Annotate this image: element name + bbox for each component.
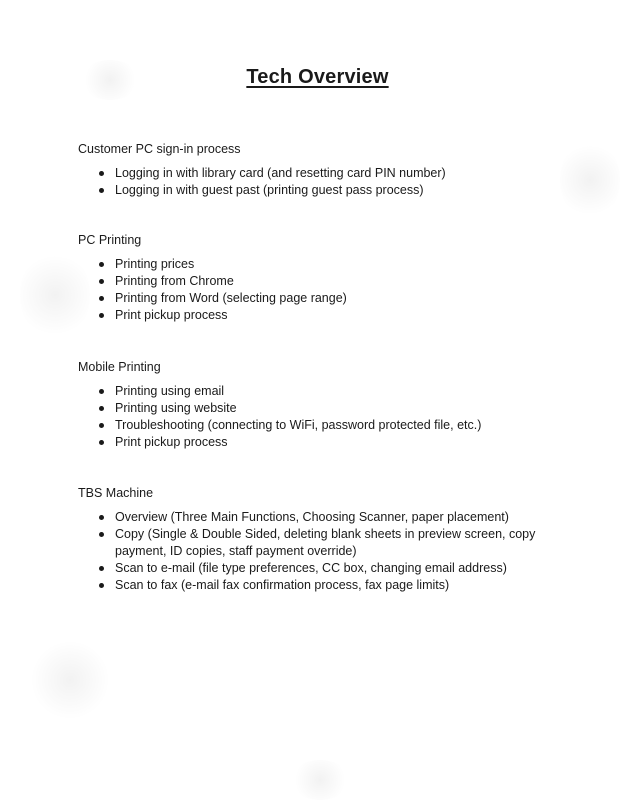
list-item-text: Printing prices [115,257,195,271]
list-item [78,182,598,199]
section-pc-printing [78,232,598,324]
list-item-text: Printing from Chrome [115,274,234,288]
list-item [78,577,598,594]
section-heading: Mobile Printing [78,360,161,374]
bullet-list [78,509,598,594]
list-item-text: Scan to fax (e-mail fax confirmation process, fax page limits) [115,578,450,592]
list-item [78,290,598,307]
list-item-text: Printing using website [115,401,237,415]
list-item-text: Printing from Word (selecting page range) [115,291,347,305]
section-customer-pc-sign-in [78,141,598,199]
list-item [78,256,598,273]
bullet-list [78,165,598,199]
list-item-text: Logging in with guest past (printing guest pass process) [115,183,424,197]
list-item [78,273,598,290]
list-item-text: Print pickup process [115,435,228,449]
list-item-text: Print pickup process [115,308,228,322]
list-item [78,400,598,417]
list-item [78,307,598,324]
list-item [78,434,598,451]
list-item [78,509,598,526]
list-item [78,560,598,577]
list-item [78,417,598,434]
list-item-text: Logging in with library card (and resetting card PIN number) [115,166,446,180]
section-mobile-printing [78,359,598,451]
list-item [78,165,598,182]
section-tbs-machine [78,485,598,594]
scan-noise [30,640,110,720]
section-heading: TBS Machine [78,486,154,500]
section-heading: Customer PC sign-in process [78,142,241,156]
page-title: Tech Overview [246,66,389,88]
list-item [78,383,598,400]
list-item-text: Printing using email [115,384,225,398]
list-item [78,526,598,560]
section-heading: PC Printing [78,233,142,247]
list-item-text: Overview (Three Main Functions, Choosing Scanner, paper placement) [115,510,509,524]
list-item-text: Copy (Single & Double Sided, deleting blank sheets in preview screen, copy payment, ID copies, staff payment override) [115,527,536,558]
bullet-list [78,256,598,324]
bullet-list [78,383,598,451]
scan-noise [290,760,350,800]
list-item-text: Troubleshooting (connecting to WiFi, password protected file, etc.) [115,418,482,432]
list-item-text: Scan to e-mail (file type preferences, CC box, changing email address) [115,561,507,575]
